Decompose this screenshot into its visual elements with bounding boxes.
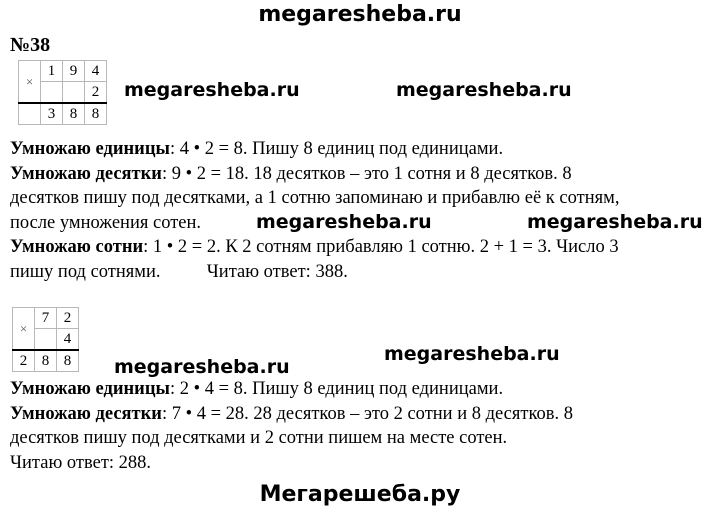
watermark: megaresheba.ru: [384, 343, 560, 365]
grid-cell: 3: [41, 103, 63, 125]
text-line: Умножаю единицы: 4 • 2 = 8. Пишу 8 единиц под единицами.: [10, 139, 504, 159]
watermark: megaresheba.ru: [527, 211, 703, 233]
grid-cell: 4: [85, 61, 107, 82]
grid-cell: [63, 82, 85, 104]
grid-cell: 2: [85, 82, 107, 104]
grid-cell: [35, 329, 57, 351]
text-line: десятков пишу под десятками и 2 сотни пишем на месте сотен.: [10, 428, 508, 448]
explanation-2: [10, 377, 573, 475]
grid-cell: 8: [35, 350, 57, 372]
text-line: после умножения сотен.: [10, 212, 202, 233]
text-line: Умножаю сотни: 1 • 2 = 2. К 2 сотням прибавляю 1 сотню. 2 + 1 = 3. Число 3: [10, 237, 619, 257]
task-number: №38: [10, 34, 51, 56]
multiplication-grid-2: [12, 307, 79, 372]
watermark: megaresheba.ru: [124, 79, 300, 101]
grid-cell: 4: [57, 329, 79, 351]
watermark-header: megaresheba.ru: [258, 2, 462, 27]
grid-cell: [41, 82, 63, 104]
text-line: десятков пишу под десятками, а 1 сотню запоминаю и прибавлю её к сотням,: [10, 188, 620, 208]
grid-cell: 9: [63, 61, 85, 82]
multiply-sign: ×: [19, 61, 41, 104]
grid-cell: 7: [35, 308, 57, 329]
text-line: Умножаю десятки: 9 • 2 = 18. 18 десятков – это 1 сотня и 8 десятков. 8: [10, 163, 572, 184]
grid-cell: 2: [13, 350, 35, 372]
multiply-sign: ×: [13, 308, 35, 351]
watermark: megaresheba.ru: [114, 356, 290, 378]
grid-cell: 8: [85, 103, 107, 125]
grid-cell: 8: [57, 350, 79, 372]
text-line: Умножаю десятки: 7 • 4 = 28. 28 десятков – это 2 сотни и 8 десятков. 8: [10, 403, 574, 424]
text-line: Умножаю единицы: 2 • 4 = 8. Пишу 8 единиц под единицами.: [10, 379, 504, 399]
grid-cell: [19, 103, 41, 125]
text-line: Читаю ответ: 288.: [10, 452, 152, 473]
grid-cell: 1: [41, 61, 63, 82]
watermark: megaresheba.ru: [396, 79, 572, 101]
watermark: megaresheba.ru: [256, 211, 432, 233]
grid-cell: 2: [57, 308, 79, 329]
watermark-footer: Мегарешеба.ру: [259, 482, 461, 507]
text-line: пишу под сотнями. Читаю ответ: 388.: [10, 261, 348, 282]
grid-cell: 8: [63, 103, 85, 125]
multiplication-grid-1: [18, 60, 107, 125]
